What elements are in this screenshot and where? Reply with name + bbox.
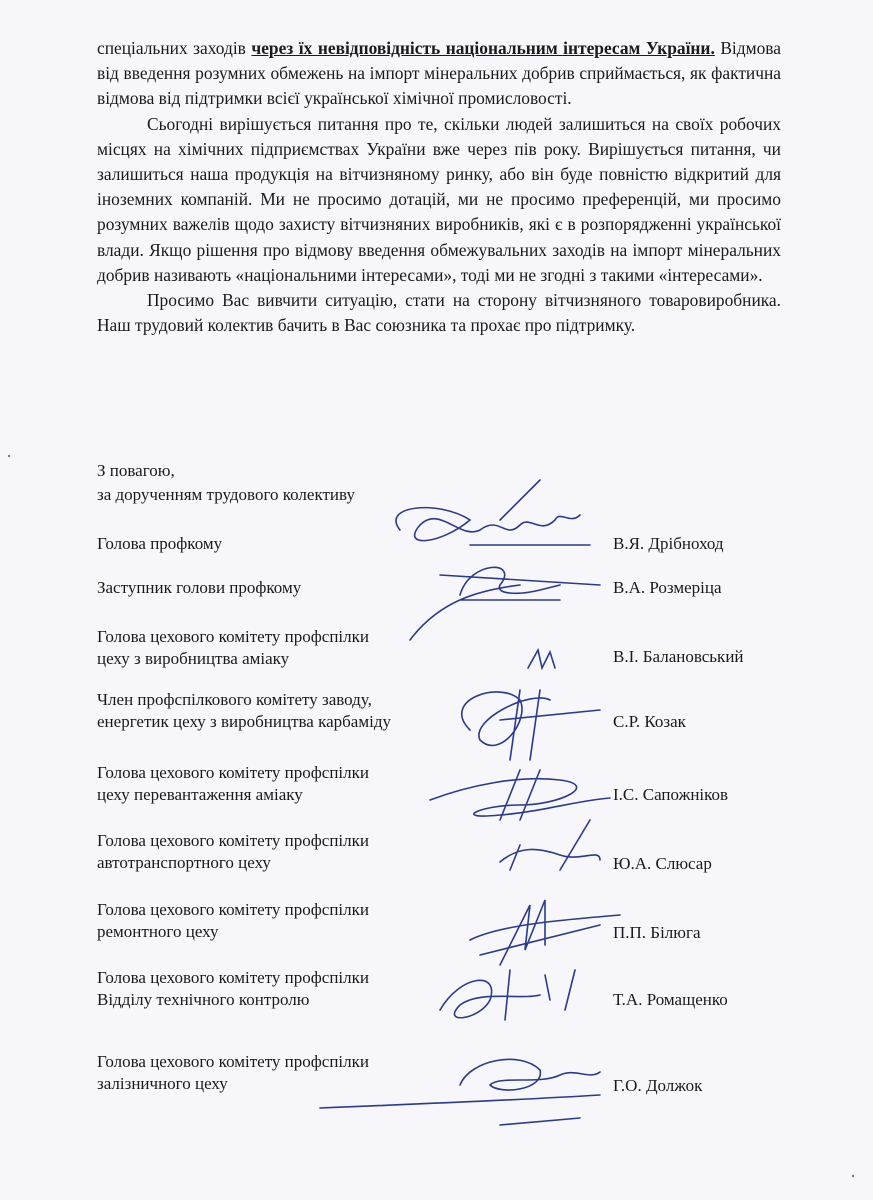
signatory-name: Г.О. Должок (613, 1076, 703, 1095)
signatory-title: Голова цехового комітету профспілки ремонтного цеху (97, 900, 369, 941)
paragraph-1: спеціальних заходів через їх невідповідність національним інтересам України. Відмова від введення розумних обмежень на імпорт мінеральних добрив сприймається, як фактична відмова від підтримки всієї української хімічної промисловості. (97, 38, 781, 109)
letter-body (97, 36, 781, 338)
signatory-name: В.Я. Дрібноход (613, 534, 724, 553)
signature-3 (528, 650, 555, 668)
signature-5 (430, 770, 610, 820)
signatory-title: Голова цехового комітету профспілки автотранспортного цеху (97, 831, 369, 872)
signatory-name: В.І. Балановський (613, 647, 744, 666)
signature-4 (462, 690, 600, 760)
signatory-title: Заступник голови профкому (97, 578, 302, 597)
signatory-name: Т.А. Ромащенко (613, 990, 728, 1009)
signatory-title: Член профспілкового комітету заводу, енергетик цеху з виробництва карбаміду (97, 690, 391, 731)
signatory-name: П.П. Білюга (613, 923, 701, 942)
emphasis: через їх невідповідність національним інтересам України. (251, 38, 715, 58)
paragraph-3: Просимо Вас вивчити ситуацію, стати на сторону вітчизняного товаровиробника. Наш трудовий колектив бачить в Вас союзника та прохає про підтримку. (97, 290, 781, 336)
paragraph-2: Сьогодні вирішується питання про те, скільки людей залишиться на своїх робочих місцях на хімічних підприємствах України вже через пів року. Вирішується питання, чи залишиться наша продукція на вітчизняному ринку, або він буде повністю відкритий для іноземних компаній. Ми не просимо дотацій, ми не просимо преференцій, ми просимо розумних важелів щодо захисту вітчизняних виробників, які є в розпорядженні української влади. Якщо рішення про відмову введення обмежувальних заходів на імпорт мінеральних добрив називають «національними інтересами», тоді ми не згодні з такими «інтересами». (97, 113, 781, 285)
signature-2 (410, 567, 600, 640)
signatory-title: Голова цехового комітету профспілки Відділу технічного контролю (97, 968, 369, 1009)
signatory-name: І.С. Сапожніков (613, 785, 729, 804)
closing-regards: З повагою, (97, 461, 175, 480)
signatory-title: Голова профкому (97, 534, 223, 553)
signatory-title: Голова цехового комітету профспілки цеху з виробництва аміаку (97, 627, 369, 668)
scan-speck (8, 455, 10, 457)
signature-7 (470, 900, 620, 965)
signatory-title: Голова цехового комітету профспілки цеху перевантаження аміаку (97, 763, 369, 804)
signature-6 (500, 820, 600, 870)
signature-8 (440, 970, 575, 1020)
closing-on-behalf: за дорученням трудового колективу (97, 485, 355, 504)
signatory-name: Ю.А. Слюсар (613, 854, 712, 873)
scan-speck (852, 1175, 854, 1177)
signatory-title: Голова цехового комітету профспілки залізничного цеху (97, 1052, 369, 1093)
signature-1 (396, 480, 590, 545)
signatory-name: С.Р. Козак (613, 712, 686, 731)
signatory-name: В.А. Розмеріца (613, 578, 722, 597)
